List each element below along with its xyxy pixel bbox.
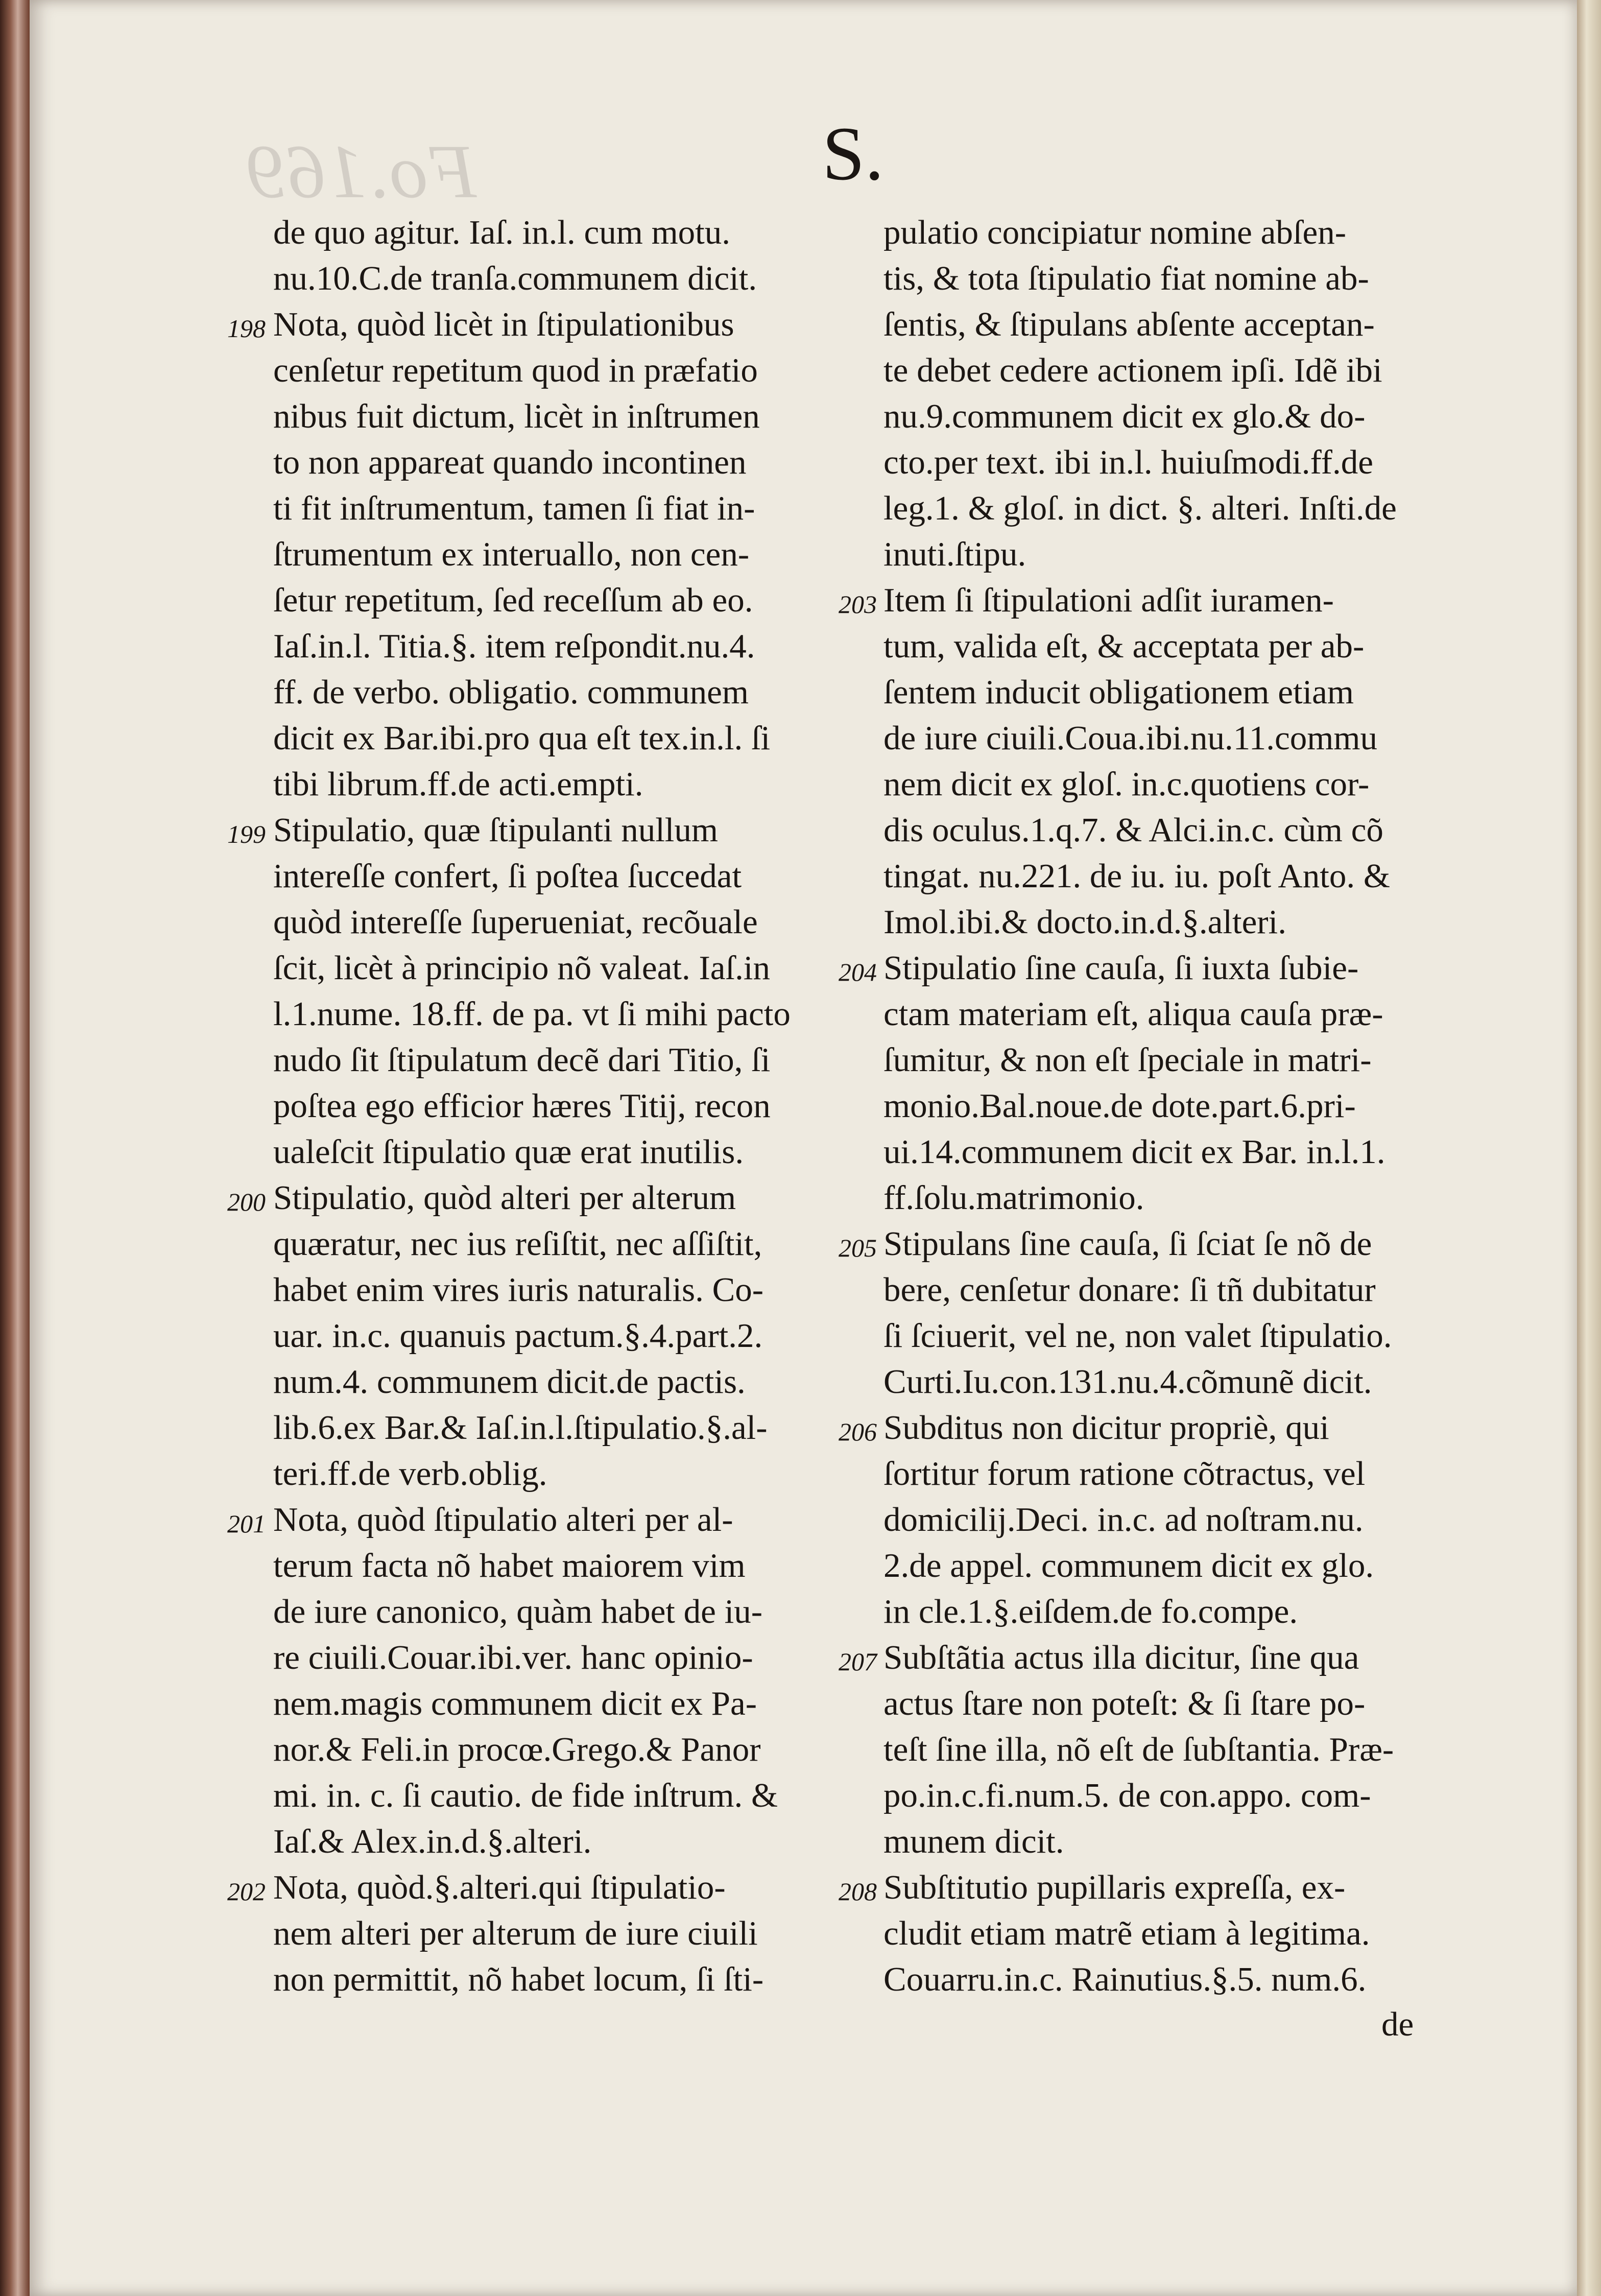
line-text: nu.9.communem dicit ex glo.& do- [883, 397, 1366, 435]
line-text: Subditus non dicitur propriè, qui [883, 1409, 1329, 1447]
text-line [883, 1772, 1432, 1818]
text-line [883, 1543, 1432, 1589]
entry-number: 198 [227, 314, 266, 343]
line-text: Stipulans ſine cauſa, ſi ſciat ſe nõ de [883, 1225, 1372, 1263]
line-text: tingat. nu.221. de iu. iu. poſt Anto. & [883, 857, 1390, 895]
line-text: ſumitur, & non eſt ſpeciale in matri- [883, 1041, 1372, 1079]
text-line [273, 393, 830, 439]
entry-number: 205 [839, 1234, 877, 1262]
text-line [273, 715, 830, 761]
line-text: ui.14.communem dicit ex Bar. in.l.1. [883, 1133, 1385, 1171]
text-line [883, 715, 1432, 761]
text-line [273, 347, 830, 393]
text-line [883, 853, 1432, 899]
text-line [883, 1589, 1432, 1635]
line-text: pulatio concipiatur nomine abſen- [883, 214, 1347, 251]
right-column [839, 209, 1432, 2002]
line-text: ſtrumentum ex interuallo, non cen- [273, 535, 750, 573]
line-text: ſetur repetitum, ſed receſſum ab eo. [273, 581, 753, 619]
text-line [273, 945, 830, 991]
entry-number: 207 [839, 1647, 877, 1676]
line-text: de iure ciuili.Coua.ibi.nu.11.commu [883, 719, 1377, 757]
line-text: Subſtitutio pupillaris expreſſa, ex- [883, 1868, 1346, 1906]
book-binding [0, 0, 30, 2296]
text-line [839, 1864, 1432, 1910]
text-line [273, 209, 830, 255]
text-line [273, 1313, 830, 1359]
line-text: munem dicit. [883, 1822, 1064, 1860]
text-line [883, 1497, 1432, 1543]
text-line [273, 531, 830, 577]
line-text: Stipulatio, quæ ſtipulanti nullum [273, 811, 719, 849]
line-text: tibi librum.ff.de acti.empti. [273, 765, 643, 803]
text-line [883, 1037, 1432, 1083]
text-line [883, 439, 1432, 485]
text-line [839, 1405, 1432, 1451]
entry-number: 204 [839, 958, 877, 986]
line-text: to non appareat quando incontinen [273, 443, 747, 481]
text-line [227, 807, 830, 853]
text-line [883, 1313, 1432, 1359]
text-line [883, 1956, 1432, 2002]
line-text: nudo ſit ſtipulatum decẽ dari Titio, ſi [273, 1041, 771, 1079]
text-line [273, 1359, 830, 1405]
text-line [273, 1083, 830, 1129]
bleed-through-folio: Fo.169 [245, 129, 477, 214]
line-text: Stipulatio, quòd alteri per alterum [273, 1179, 736, 1217]
line-text: uar. in.c. quanuis pactum.§.4.part.2. [273, 1317, 763, 1355]
text-line [883, 301, 1432, 347]
text-line [883, 1451, 1432, 1497]
line-text: Iaſ.& Alex.in.d.§.alteri. [273, 1822, 592, 1860]
line-text: cludit etiam matrẽ etiam à legitima. [883, 1914, 1370, 1952]
line-text: ti fit inſtrumentum, tamen ſi fiat in- [273, 489, 755, 527]
line-text: dicit ex Bar.ibi.pro qua eſt tex.in.l. ſi [273, 719, 771, 757]
entry-number: 201 [227, 1509, 266, 1538]
text-line [227, 1864, 830, 1910]
line-text: monio.Bal.noue.de dote.part.6.pri- [883, 1087, 1356, 1125]
text-line [273, 669, 830, 715]
line-text: re ciuili.Couar.ibi.ver. hanc opinio- [273, 1639, 753, 1676]
line-text: Subſtãtia actus illa dicitur, ſine qua [883, 1639, 1359, 1676]
section-letter: S. [822, 111, 884, 196]
text-line [883, 1175, 1432, 1221]
line-text: te debet cedere actionem ipſi. Idẽ ibi [883, 351, 1382, 389]
text-line [883, 1083, 1432, 1129]
text-line [839, 1635, 1432, 1680]
text-line [839, 1221, 1432, 1267]
line-text: quòd intereſſe ſuperueniat, recõuale [273, 903, 758, 941]
line-text: po.in.c.fi.num.5. de con.appo. com- [883, 1777, 1371, 1814]
page-edge [1577, 0, 1601, 2296]
line-text: Item ſi ſtipulationi adſit iuramen- [883, 581, 1334, 619]
text-line [883, 1129, 1432, 1175]
text-line [273, 1543, 830, 1589]
text-line [839, 577, 1432, 623]
text-line [883, 1267, 1432, 1313]
line-text: poſtea ego efficior hæres Titij, recon [273, 1087, 771, 1125]
line-text: ſi ſciuerit, vel ne, non valet ſtipulatio. [883, 1317, 1392, 1355]
line-text: intereſſe confert, ſi poſtea ſuccedat [273, 857, 742, 895]
line-text: ſentis, & ſtipulans abſente acceptan- [883, 305, 1375, 343]
text-line [273, 577, 830, 623]
line-text: ſentem inducit obligationem etiam [883, 673, 1354, 711]
line-text: inuti.ſtipu. [883, 535, 1026, 573]
entry-number: 206 [839, 1417, 877, 1446]
text-line [273, 623, 830, 669]
text-line [883, 1359, 1432, 1405]
line-text: 2.de appel. communem dicit ex glo. [883, 1547, 1374, 1584]
entry-number: 202 [227, 1877, 266, 1906]
catchword: de [1381, 2005, 1414, 2043]
text-line [273, 1910, 830, 1956]
line-text: ſortitur forum ratione cõtractus, vel [883, 1455, 1366, 1493]
text-line [273, 1956, 830, 2002]
line-text: nu.10.C.de tranſa.communem dicit. [273, 259, 757, 297]
line-text: tum, valida eſt, & acceptata per ab- [883, 627, 1365, 665]
line-text: num.4. communem dicit.de pactis. [273, 1363, 746, 1401]
line-text: de iure canonico, quàm habet de iu- [273, 1593, 763, 1630]
text-line [227, 1497, 830, 1543]
text-line [273, 1726, 830, 1772]
text-line [273, 853, 830, 899]
text-line [273, 991, 830, 1037]
text-line [273, 1129, 830, 1175]
line-text: domicilij.Deci. in.c. ad noſtram.nu. [883, 1501, 1364, 1538]
line-text: in cle.1.§.eiſdem.de fo.compe. [883, 1593, 1298, 1630]
line-text: nem.magis communem dicit ex Pa- [273, 1685, 757, 1722]
text-line [227, 1175, 830, 1221]
entry-number: 208 [839, 1877, 877, 1906]
line-text: l.1.nume. 18.ff. de pa. vt ſi mihi pacto [273, 995, 791, 1033]
line-text: teri.ff.de verb.oblig. [273, 1455, 547, 1493]
text-line [273, 439, 830, 485]
text-line [883, 991, 1432, 1037]
text-line [273, 1267, 830, 1313]
text-line [273, 899, 830, 945]
text-line [273, 1818, 830, 1864]
line-text: mi. in. c. ſi cautio. de fide inſtrum. & [273, 1777, 778, 1814]
line-text: bere, cenſetur donare: ſi tñ dubitatur [883, 1271, 1376, 1309]
line-text: ualeſcit ſtipulatio quæ erat inutilis. [273, 1133, 744, 1171]
line-text: Curti.Iu.con.131.nu.4.cõmunẽ dicit. [883, 1363, 1372, 1401]
text-line [883, 347, 1432, 393]
line-text: ctam materiam eſt, aliqua cauſa præ- [883, 995, 1383, 1033]
line-text: Imol.ibi.& docto.in.d.§.alteri. [883, 903, 1286, 941]
text-line [883, 1910, 1432, 1956]
text-line [273, 1680, 830, 1726]
text-line [883, 899, 1432, 945]
line-text: terum facta nõ habet maiorem vim [273, 1547, 746, 1584]
line-text: Iaſ.in.l. Titia.§. item reſpondit.nu.4. [273, 627, 755, 665]
text-line [883, 485, 1432, 531]
line-text: de quo agitur. Iaſ. in.l. cum motu. [273, 214, 731, 251]
line-text: nem dicit ex gloſ. in.c.quotiens cor- [883, 765, 1370, 803]
left-column [227, 209, 830, 2002]
line-text: cto.per text. ibi in.l. huiuſmodi.ff.de [883, 443, 1373, 481]
line-text: Couarru.in.c. Rainutius.§.5. num.6. [883, 1960, 1367, 1998]
text-line [273, 255, 830, 301]
line-text: dis oculus.1.q.7. & Alci.in.c. cùm cõ [883, 811, 1383, 849]
text-line [273, 1405, 830, 1451]
text-line [839, 945, 1432, 991]
line-text: Nota, quòd.§.alteri.qui ſtipulatio- [273, 1868, 726, 1906]
line-text: tis, & tota ſtipulatio fiat nomine ab- [883, 259, 1369, 297]
line-text: lib.6.ex Bar.& Iaſ.in.l.ſtipulatio.§.al- [273, 1409, 768, 1447]
line-text: nem alteri per alterum de iure ciuili [273, 1914, 758, 1952]
text-line [273, 1221, 830, 1267]
text-line [273, 761, 830, 807]
line-text: teſt ſine illa, nõ eſt de ſubſtantia. Præ- [883, 1731, 1394, 1768]
text-line [883, 1680, 1432, 1726]
text-line [273, 1635, 830, 1680]
text-line [883, 255, 1432, 301]
text-line [273, 1037, 830, 1083]
line-text: ff.ſolu.matrimonio. [883, 1179, 1144, 1217]
text-line [883, 1818, 1432, 1864]
entry-number: 199 [227, 820, 266, 848]
line-text: non permittit, nõ habet locum, ſi ſti- [273, 1960, 764, 1998]
text-line [273, 1589, 830, 1635]
text-line [883, 531, 1432, 577]
entry-number: 200 [227, 1188, 266, 1216]
line-text: quæratur, nec ius reſiſtit, nec aſſiſtit, [273, 1225, 762, 1263]
line-text: ſcit, licèt à principio nõ valeat. Iaſ.in [273, 949, 771, 987]
text-line [883, 669, 1432, 715]
text-line [227, 301, 830, 347]
line-text: actus ſtare non poteſt: & ſi ſtare po- [883, 1685, 1366, 1722]
text-line [883, 1726, 1432, 1772]
text-line [883, 761, 1432, 807]
line-text: nibus fuit dictum, licèt in inſtrumen [273, 397, 760, 435]
line-text: Stipulatio ſine cauſa, ſi iuxta ſubie- [883, 949, 1359, 987]
line-text: habet enim vires iuris naturalis. Co- [273, 1271, 764, 1309]
line-text: Nota, quòd licèt in ſtipulationibus [273, 305, 734, 343]
text-line [273, 1772, 830, 1818]
line-text: nor.& Feli.in procœ.Grego.& Panor [273, 1731, 761, 1768]
line-text: ff. de verbo. obligatio. communem [273, 673, 749, 711]
text-line [273, 485, 830, 531]
text-line [883, 393, 1432, 439]
line-text: Nota, quòd ſtipulatio alteri per al- [273, 1501, 733, 1538]
entry-number: 203 [839, 590, 877, 619]
line-text: leg.1. & gloſ. in dict. §. alteri. Inſti.de [883, 489, 1397, 527]
text-line [883, 807, 1432, 853]
text-line [883, 209, 1432, 255]
text-line [273, 1451, 830, 1497]
text-line [883, 623, 1432, 669]
line-text: cenſetur repetitum quod in præfatio [273, 351, 758, 389]
